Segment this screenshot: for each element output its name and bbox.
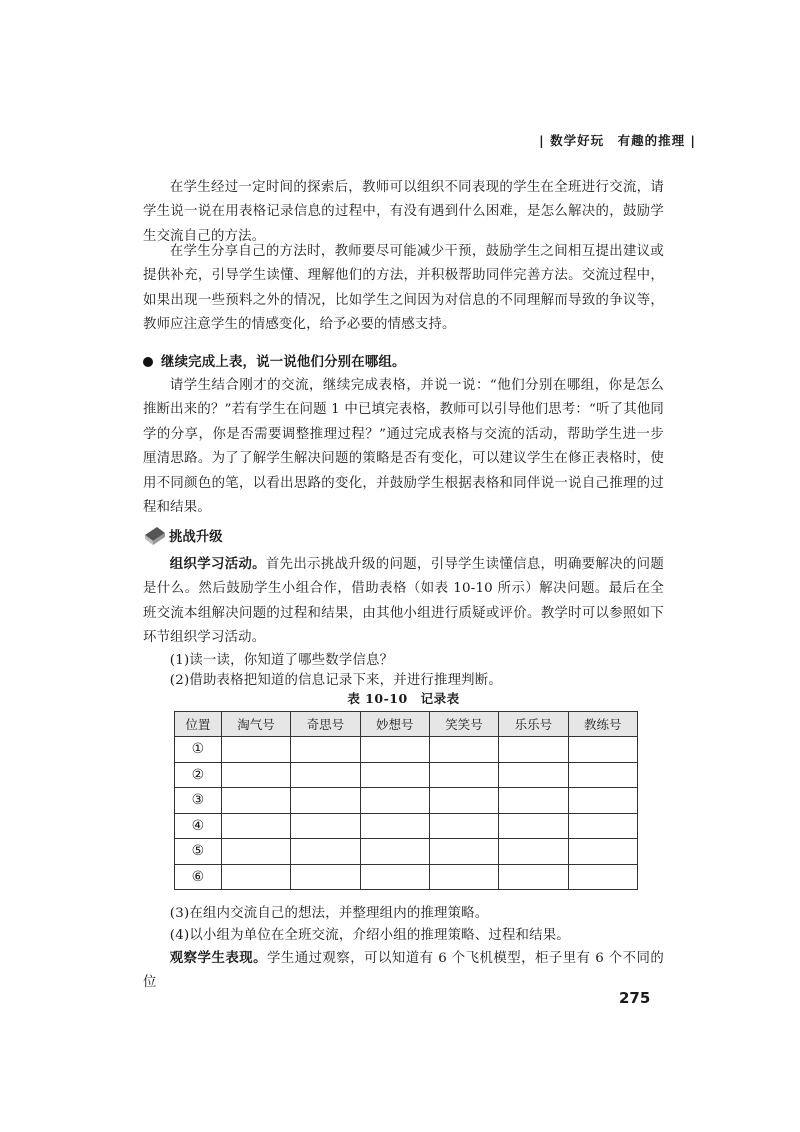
position-cell: ②: [175, 762, 222, 788]
table-row: [175, 839, 638, 865]
paragraph-4: [143, 552, 664, 651]
table-cell: [291, 788, 360, 814]
table-caption: 表 10-10 记录表: [347, 691, 460, 706]
position-cell: ④: [175, 813, 222, 839]
position-cell: ⑤: [175, 839, 222, 865]
table-cell: [429, 864, 498, 890]
table-cell: [291, 839, 360, 865]
bullet-item: [117, 350, 638, 374]
table-cell: [221, 788, 290, 814]
paragraph-4-body: 首先出示挑战升级的问题，引导学生读懂信息，明确要解决的问题是什么。然后鼓励学生小组合作，借助表格（如表 10-10 所示）解决问题。最后在全班交流本组解决问题的过程和结果，由其他小组进行质疑或评价。教学时可以参照如下环节组织学习活动。: [143, 557, 664, 646]
bullet-text: 继续完成上表，说一说他们分别在哪组。: [161, 354, 406, 370]
table-cell: [221, 839, 290, 865]
paragraph-3: 请学生结合刚才的交流，继续完成表格，并说一说：“他们分别在哪组，你是怎么推断出来的？”若有学生在问题 1 中已填完表格，教师可以引导他们思考：“听了其他同学的分享，你是否需要调整推理过程？”通过完成表格与交流的活动，帮助学生进一步厘清思路。为了了解学生解决问题的策略是否有变化，可以建议学生在修正表格时，使用不同颜色的笔，以看出思路的变化，并鼓励学生根据表格和同伴说一说自己推理的过程和结果。: [143, 378, 664, 516]
position-cell: ③: [175, 788, 222, 814]
table-cell: [291, 737, 360, 763]
table-cell: [360, 762, 429, 788]
table-cell: [499, 788, 568, 814]
record-table: [174, 711, 638, 890]
table-cell: [568, 788, 637, 814]
table-cell: [568, 813, 637, 839]
paragraph-5-body: 学生通过观察，可以知道有 6 个飞机模型，柜子里有 6 个不同的位: [143, 951, 664, 991]
table-cell: [499, 813, 568, 839]
table-cell: [429, 762, 498, 788]
paragraph-2: 在学生分享自己的方法时，教师要尽可能减少干预，鼓励学生之间相互提出建议或提供补充，引导学生读懂、理解他们的方法，并积极帮助同伴完善方法。交流过程中，如果出现一些预料之外的情况，比如学生之间因为对信息的不同理解而导致的争议等，教师应注意学生的情感变化，给予必要的情感支持。: [143, 244, 664, 333]
position-cell: ①: [175, 737, 222, 763]
header-miaoxiang: 妙想号: [360, 712, 429, 737]
challenge-title: 挑战升级: [169, 528, 223, 545]
step-3: (3)在组内交流自己的想法，并整理组内的推理策略。: [169, 906, 489, 921]
step-1: (1)读一读，你知道了哪些数学信息？: [169, 653, 394, 668]
table-cell: [221, 737, 290, 763]
table-cell: [221, 864, 290, 890]
step-2: (2)借助表格把知道的信息记录下来，并进行推理判断。: [169, 673, 502, 688]
table-cell: [291, 813, 360, 839]
table-cell: [429, 788, 498, 814]
table-cell: [360, 839, 429, 865]
table-cell: [291, 864, 360, 890]
table-cell: [360, 737, 429, 763]
table-cell: [221, 813, 290, 839]
table-row: [175, 813, 638, 839]
header-position: 位置: [175, 712, 222, 737]
table-row: [175, 737, 638, 763]
table-cell: [291, 762, 360, 788]
header-taoqi: 淘气号: [221, 712, 290, 737]
table-header-row: [175, 712, 638, 737]
table-cell: [360, 813, 429, 839]
page-number: 275: [619, 989, 651, 1007]
table-cell: [429, 839, 498, 865]
paragraph-4-lead: 组织学习活动。: [169, 556, 266, 572]
table-cell: [499, 864, 568, 890]
table-cell: [568, 839, 637, 865]
challenge-heading: [143, 525, 223, 545]
table-cell: [499, 737, 568, 763]
table-cell: [221, 762, 290, 788]
table-cell: [499, 762, 568, 788]
table-cell: [499, 839, 568, 865]
table-cell: [568, 864, 637, 890]
table-row: [175, 762, 638, 788]
challenge-icon: [143, 525, 167, 545]
table-row: [175, 788, 638, 814]
table-row: [175, 864, 638, 890]
header-jiaolian: 教练号: [568, 712, 637, 737]
header-xiaoxiao: 笑笑号: [429, 712, 498, 737]
header-qisi: 奇思号: [291, 712, 360, 737]
table-cell: [360, 788, 429, 814]
paragraph-5: [143, 946, 664, 996]
step-4: (4)以小组为单位在全班交流，介绍小组的推理策略、过程和结果。: [169, 928, 570, 943]
table-cell: [360, 864, 429, 890]
record-table-wrap: [143, 711, 664, 890]
table-cell: [429, 813, 498, 839]
table-cell: [429, 737, 498, 763]
header-lele: 乐乐号: [499, 712, 568, 737]
paragraph-1: 在学生经过一定时间的探索后，教师可以组织不同表现的学生在全班进行交流，请学生说一说在用表格记录信息的过程中，有没有遇到什么困难，是怎么解决的，鼓励学生交流自己的方法。: [143, 180, 664, 244]
bullet-icon: [143, 357, 153, 367]
table-cell: [568, 762, 637, 788]
table-cell: [568, 737, 637, 763]
running-header: | 数学好玩 有趣的推理 |: [539, 133, 696, 148]
paragraph-5-lead: 观察学生表现。: [169, 950, 267, 966]
position-cell: ⑥: [175, 864, 222, 890]
